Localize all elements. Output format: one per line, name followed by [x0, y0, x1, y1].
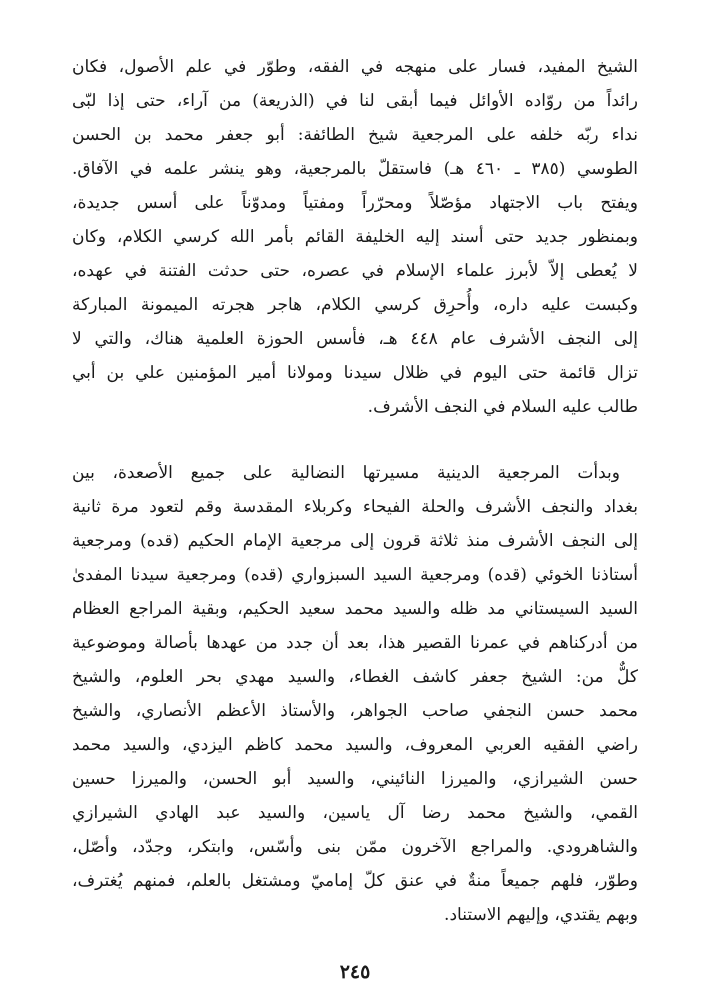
text-line: راضي الفقيه العربي المعروف، والسيد محمد كاظم اليزدي، والسيد محمد: [72, 735, 638, 755]
text-line: تزال قائمة حتى اليوم في ظلال سيدنا ومولانا أمير المؤمنين علي بن أبي: [72, 363, 638, 383]
text-line: وكبست عليه داره، وأُحرِق كرسي الكلام، هاجر هجرته الميمونة المباركة: [72, 295, 638, 315]
text-line: إلى النجف الأشرف منذ ثلاثة قرون إلى مرجعية الإمام الحكيم (قده) ومرجعية: [72, 531, 638, 551]
text-line: وبهم يقتدي، وإليهم الاستناد.: [444, 905, 638, 925]
text-line: رائداً من روّاده الأوائل فيما أبقى لنا في (الذريعة) من آراء، حتى إذا لبّى: [72, 91, 638, 111]
text-line: الطوسي (٣٨٥ ـ ٤٦٠ هـ) فاستقلّ بالمرجعية، وهو ينشر علمه في الآفاق.: [72, 159, 638, 179]
text-line: وبمنظور جديد حتى أسند إليه الخليفة القائم بأمر الله كرسي الكلام، وكان: [72, 227, 638, 247]
text-line: من أدركناهم في عمرنا القصير هذا، بعد أن جدد من عهدها بأصالة وموضوعية: [72, 633, 638, 653]
text-line: السيد السيستاني مد ظله والسيد محمد سعيد الحكيم، وبقية المراجع العظام: [72, 599, 638, 619]
text-line: كلٌّ من: الشيخ جعفر كاشف الغطاء، والسيد مهدي بحر العلوم، والشيخ: [72, 667, 638, 687]
text-line: لا يُعطى إلاّ لأبرز علماء الإسلام في عصره، حتى حدثت الفتنة في عهده،: [72, 261, 638, 281]
page-number: ٢٤٥: [339, 961, 371, 983]
text-line: محمد حسن النجفي صاحب الجواهر، والأستاذ الأعظم الأنصاري، والشيخ: [72, 701, 638, 721]
text-line: وطوّر، فلهم جميعاً منةٌ في عنق كلّ إماميّ ومشتغل بالعلم، فمنهم يُغترف،: [72, 871, 638, 891]
text-line: وبدأت المرجعية الدينية مسيرتها النضالية على جميع الأصعدة، بين: [72, 463, 620, 483]
text-line: والشاهرودي. والمراجع الآخرون ممّن بنى وأسّس، وابتكر، وجدّد، وأصّل،: [72, 837, 638, 857]
text-line: بغداد والنجف الأشرف والحلة الفيحاء وكربلاء المقدسة وقم لتعود مرة ثانية: [72, 497, 638, 517]
text-line: ويفتح باب الاجتهاد مؤصّلاً ومحرّراً ومفتياً ومدوّناً على أسس جديدة،: [72, 193, 638, 213]
text-line: الشيخ المفيد، فسار على منهجه في الفقه، وطوّر في علم الأصول، فكان: [72, 57, 638, 77]
text-line: إلى النجف الأشرف عام ٤٤٨ هـ، فأسس الحوزة العلمية هناك، والتي لا: [72, 329, 638, 349]
text-line: حسن الشيرازي، والميرزا النائيني، والسيد أبو الحسن، والميرزا حسين: [72, 769, 638, 789]
text-line: طالب عليه السلام في النجف الأشرف.: [367, 397, 638, 417]
text-line: أستاذنا الخوئي (قده) ومرجعية السيد السبزواري (قده) ومرجعية سيدنا المفدىٰ: [72, 565, 638, 585]
paragraph: [72, 456, 638, 932]
text-line: نداء ربّه خلفه على المرجعية شيخ الطائفة: أبو جعفر محمد بن الحسن: [72, 125, 638, 145]
paragraph: [72, 50, 638, 424]
text-line: القمي، والشيخ محمد رضا آل ياسين، والسيد عبد الهادي الشيرازي: [72, 803, 638, 823]
